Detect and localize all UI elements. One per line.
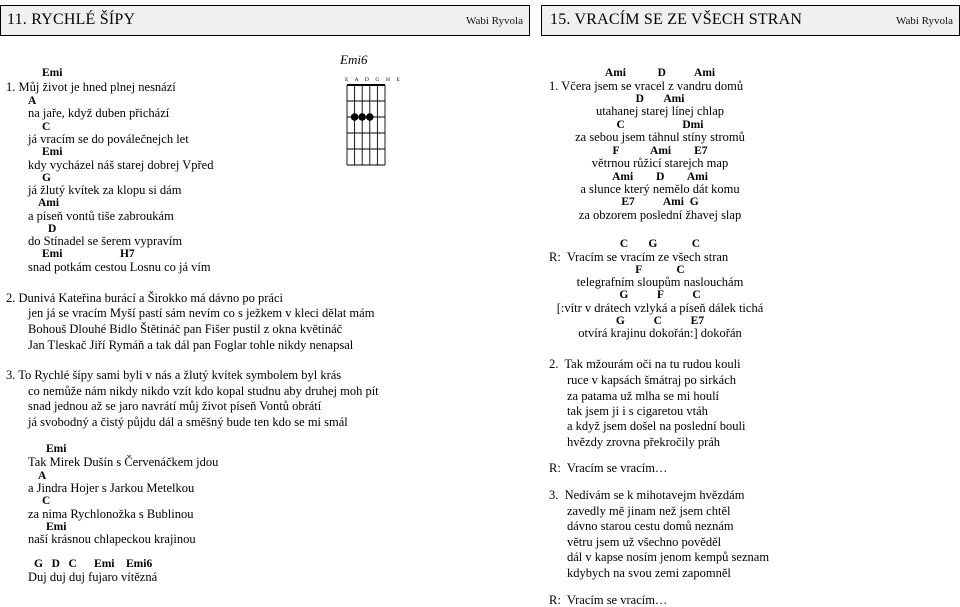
verse-line: 3. Nedívám se k mihotavejm hvězdám [549, 488, 745, 502]
chord-line: G F C [619, 289, 701, 301]
verse-line: kdybych na svou zemi zapomněl [567, 566, 731, 580]
lyric-line: já vracím se do poválečnejch let [28, 132, 189, 146]
chord-line: F Ami E7 [612, 145, 708, 157]
verse-line: Bohouš Dlouhé Bidlo Štětináč pan Fišer pustil z okna květináč [28, 322, 343, 336]
chord-line: C Dmi [616, 119, 704, 131]
chord-line: E7 Ami G [621, 196, 699, 208]
chord-line: C [42, 121, 51, 133]
finger-dot [358, 113, 366, 121]
lyric-line: Tak Mirek Dušín s Červenáčkem jdou [28, 455, 219, 469]
verse-line: jen já se vracím Myší pastí sám nevím co s ježkem v kleci dělat mám [28, 306, 375, 320]
right-song-author: Wabi Ryvola [895, 15, 953, 27]
chord-diagram-name: Emi6 [340, 52, 368, 67]
lyric-line: telegrafním sloupům naslouchám [576, 275, 744, 289]
lyric-line: větrnou růžicí starejch map [591, 156, 729, 170]
lyric-line: do Stínadel se šerem vypravím [28, 234, 183, 248]
chord-line: C G C [619, 238, 701, 250]
lyric-line: otvírá krajinu dokořán:] dokořán [578, 326, 742, 340]
verse-line: 3. To Rychlé šípy sami byli v nás a žlutý kvítek symbolem byl krás [6, 368, 342, 382]
lyric-line: já žlutý kvítek za klopu si dám [28, 183, 182, 197]
chord-line: G [42, 172, 51, 184]
verse-line: za patama už mlha se mi houlí [567, 389, 720, 403]
lyric-line: [:vítr v drátech vzlyká a píseň dálek tichá [556, 301, 764, 315]
lyric-line: za nima Rychlonožka s Bublinou [28, 507, 194, 521]
verse-line: 2. Dunivá Kateřina burácí a Širokko má dávno po práci [6, 291, 283, 305]
verse-line: větru jsem už všechno pověděl [567, 535, 722, 549]
lyric-line: 1. Můj život je hned plnej nesnází [6, 80, 176, 94]
lyric-line: 1. Včera jsem se vracel z vandru domů [549, 79, 744, 93]
refrain-line: R: Vracím se vracím ze všech stran [549, 250, 729, 264]
lyric-line: za obzorem poslední žhavej slap [578, 208, 742, 222]
chord-line: A [38, 470, 47, 482]
verse-line: 2. Tak mžourám oči na tu rudou kouli [549, 357, 741, 371]
finger-dot [351, 113, 359, 121]
chord-line: F C [635, 264, 685, 276]
verse-line: dávno starou cestu domů neznám [567, 519, 734, 533]
verse-line: tak jsem ji i s cigaretou vtáh [567, 404, 708, 418]
lyric-line: Duj duj duj fujaro vítězná [28, 570, 158, 584]
lyric-line: kdy vycházel náš starej dobrej Vpřed [28, 158, 214, 172]
lyric-line: a Jindra Hojer s Jarkou Metelkou [28, 481, 195, 495]
verse-line: ruce v kapsách šmátraj po sirkách [567, 373, 737, 387]
chord-line: G C E7 [615, 315, 705, 327]
verse-line: co nemůže nám nikdy nikdo vzít kdo kopal studnu aby druhej moh pít [28, 384, 379, 398]
chord-line: Ami D Ami [604, 67, 716, 79]
lyric-line: a slunce který nemělo dát komu [580, 182, 740, 196]
left-song-header [0, 5, 530, 36]
lyric-line: na jaře, když duben přichází [28, 106, 170, 120]
chord-diagram-emi6 [345, 84, 387, 166]
chord-line: A [28, 95, 37, 107]
chord-line: D Ami [635, 93, 685, 105]
refrain-line: R: Vracím se vracím… [549, 461, 668, 475]
lyric-line: a píseň vontů tiše zabroukám [28, 209, 174, 223]
refrain-line: R: Vracím se vracím… [549, 593, 668, 607]
lyric-line: za sebou jsem táhnul stíny stromů [575, 130, 745, 144]
verse-line: zavedly mě jinam než jsem chtěl [567, 504, 731, 518]
verse-line: snad jednou až se jaro navrátí můj život píseň Vontů obrátí [28, 399, 322, 413]
chord-line: Emi [46, 521, 67, 533]
lyric-line: snad potkám cestou Losnu co já vím [28, 260, 211, 274]
left-song-title: 11. RYCHLÉ ŠÍPY [7, 11, 136, 28]
chord-line: Emi [42, 146, 63, 158]
lyric-line: naší krásnou chlapeckou krajinou [28, 532, 196, 546]
verse-line: Jan Tleskač Jiří Rymáň a tak dál pan Foglar tohle nikdy nenapsal [28, 338, 354, 352]
chord-line: G D C Emi Emi6 [34, 558, 153, 570]
chord-line: Emi H7 [42, 248, 135, 260]
verse-line: a když jsem došel na poslední bouli [567, 419, 746, 433]
verse-line: já svobodný a čistý půjdu dál a směšný bude ten kdo se mi smál [28, 415, 348, 429]
chord-line: Ami D Ami [612, 171, 708, 183]
lyric-line: utahanej starej línej chlap [595, 104, 725, 118]
chord-line: Emi [46, 443, 67, 455]
verse-line: hvězdy zrovna překročily práh [567, 435, 721, 449]
chord-line: C [42, 495, 51, 507]
verse-line: dál v kapse nosím jenom kempů seznam [567, 550, 770, 564]
left-song-author: Wabi Ryvola [465, 15, 523, 27]
chord-line: D [48, 223, 57, 235]
right-song-header [541, 5, 960, 36]
chord-diagram-strings: E A D G H E [345, 77, 403, 83]
chord-line: Ami [38, 197, 60, 209]
finger-dot [366, 113, 374, 121]
right-song-title: 15. VRACÍM SE ZE VŠECH STRAN [550, 11, 803, 28]
chord-line: Emi [42, 67, 63, 79]
